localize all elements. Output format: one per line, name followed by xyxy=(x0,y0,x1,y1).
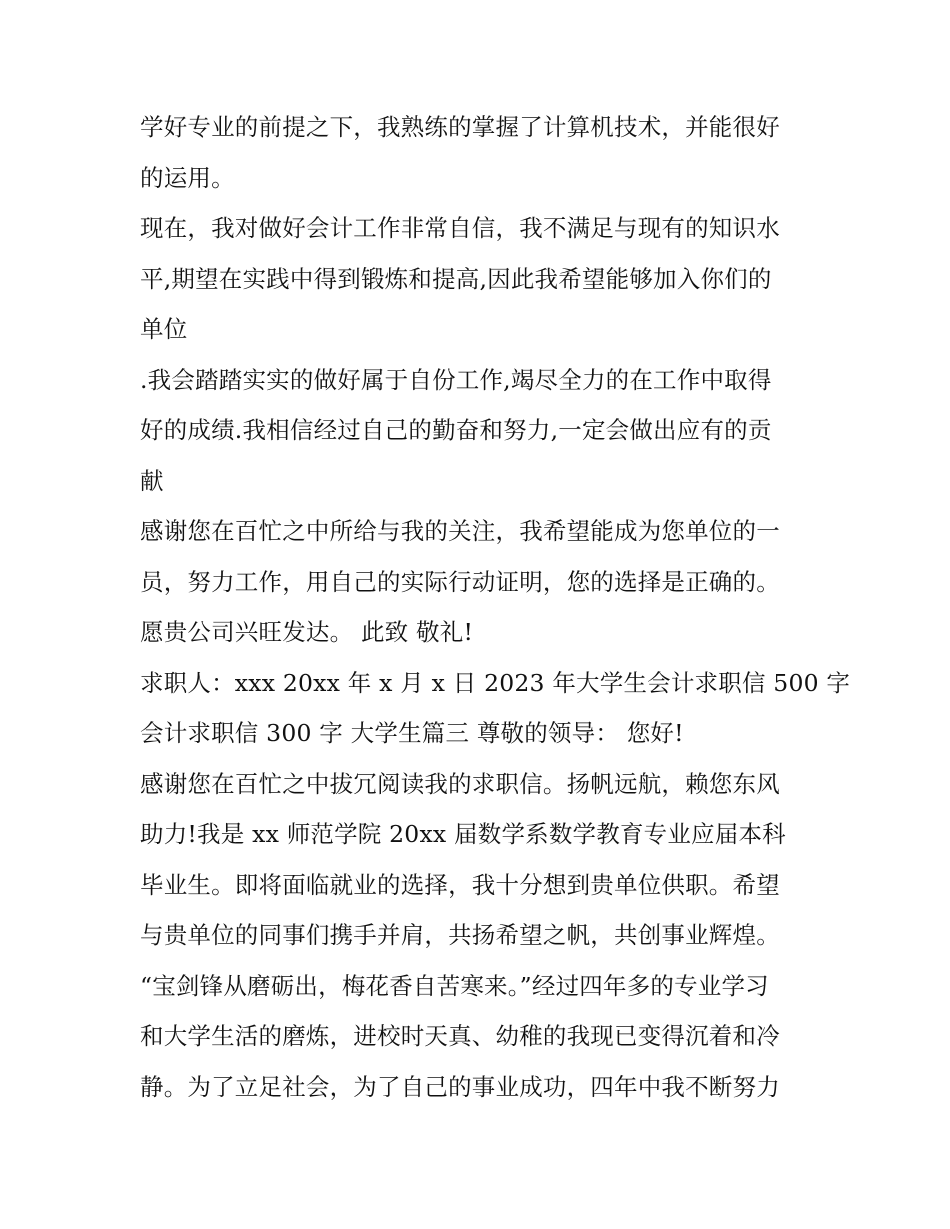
text-line: 单位 xyxy=(140,315,188,343)
text-line: 静。为了立足社会，为了自己的事业成功，四年中我不断努力 xyxy=(140,1072,780,1101)
text-line: 会计求职信 300 字 大学生篇三 尊敬的领导： 您好! xyxy=(140,719,684,747)
text-line: 现在，我对做好会计工作非常自信，我不满足与现有的知识水 xyxy=(140,214,780,242)
text-line: 员，努力工作，用自己的实际行动证明，您的选择是正确的。 xyxy=(140,567,780,596)
text-line: 好的成绩.我相信经过自己的勤奋和努力,一定会做出应有的贡 xyxy=(140,416,772,444)
text-line: 献 xyxy=(140,466,164,495)
text-line: 求职人：xxx 20xx 年 x 月 x 日 2023 年大学生会计求职信 500 字 xyxy=(140,668,851,697)
text-line: 和大学生活的磨炼，进校时天真、幼稚的我现已变得沉着和冷 xyxy=(140,1022,780,1050)
text-line: 平,期望在实践中得到锻炼和提高,因此我希望能够加入你们的 xyxy=(140,264,772,293)
text-line: .我会踏踏实实的做好属于自份工作,竭尽全力的在工作中取得 xyxy=(140,365,772,394)
text-line: 感谢您在百忙之中拔冗阅读我的求职信。扬帆远航，赖您东风 xyxy=(140,769,780,798)
text-line: 感谢您在百忙之中所给与我的关注，我希望能成为您单位的一 xyxy=(140,517,780,545)
text-line: 与贵单位的同事们携手并肩，共扬希望之帆，共创事业辉煌。 xyxy=(140,921,780,949)
text-line: 学好专业的前提之下，我熟练的掌握了计算机技术，并能很好 xyxy=(140,113,780,141)
text-line: 助力!我是 xx 师范学院 20xx 届数学系数学教育专业应届本科 xyxy=(140,820,786,848)
text-line: 的运用。 xyxy=(140,163,235,192)
body-text xyxy=(140,102,851,1112)
text-line: “宝剑锋从磨砺出，梅花香自苦寒来。”经过四年多的专业学习 xyxy=(140,971,769,1000)
text-line: 愿贵公司兴旺发达。 此致 敬礼! xyxy=(140,618,474,646)
text-line: 毕业生。即将面临就业的选择，我十分想到贵单位供职。希望 xyxy=(140,870,780,899)
